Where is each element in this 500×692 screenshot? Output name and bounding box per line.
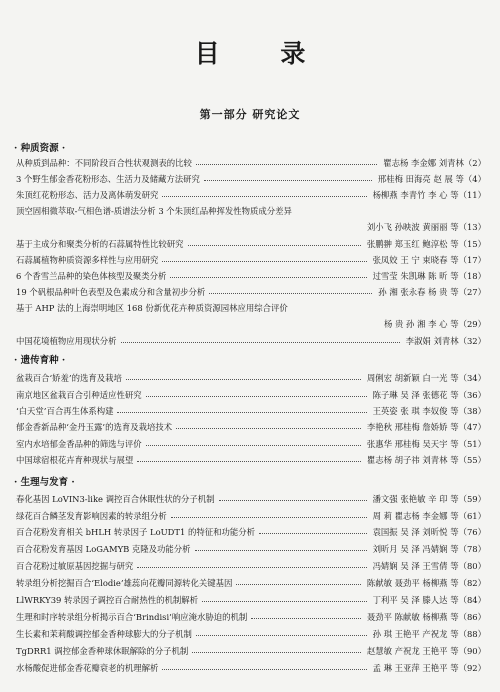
entry-title: 转录组分析挖掘百合‘Elodie’雄蕊向花瓣同源转化关键基因 bbox=[16, 578, 233, 588]
leader-dots bbox=[209, 293, 372, 294]
leader-dots bbox=[171, 517, 367, 518]
toc-entry[interactable] bbox=[16, 189, 486, 202]
toc-entry[interactable] bbox=[16, 628, 486, 641]
entry-authors: 孙 琪 王艳平 产祝龙 等（88） bbox=[372, 629, 486, 639]
entry-title: 室内水培郁金香品种的筛选与评价 bbox=[16, 439, 142, 449]
toc-entry[interactable] bbox=[16, 238, 486, 251]
entry-authors: 王英姿 张 琪 李奴俊 等（38） bbox=[372, 406, 486, 416]
toc-entry[interactable] bbox=[16, 577, 486, 590]
entry-title: 石蒜属植物种质资源多样性与应用研究 bbox=[16, 255, 159, 265]
entry-authors: 陈子琳 吴 泽 张德花 等（36） bbox=[372, 390, 486, 400]
entry-title: LlWRKY39 转录因子调控百合耐热性的机制解析 bbox=[16, 595, 199, 605]
entry-authors: 聂劲平 陈献敏 杨柳燕 等（86） bbox=[366, 612, 486, 622]
leader-dots bbox=[137, 461, 361, 462]
toc-entry[interactable] bbox=[16, 372, 486, 385]
entry-authors: 邢桂梅 田海亮 赵 展 等（4） bbox=[377, 174, 486, 184]
entry-authors: 过雪莹 朱凯琳 陈 昕 等（18） bbox=[372, 271, 486, 281]
toc-entry[interactable] bbox=[16, 254, 486, 267]
leader-dots bbox=[259, 533, 367, 534]
toc-entry[interactable] bbox=[16, 645, 486, 658]
leader-dots bbox=[204, 180, 372, 181]
entry-title: 生理和时序转录组分析揭示百合‘Brindisi’响应淹水胁迫的机制 bbox=[16, 612, 248, 622]
leader-dots bbox=[251, 618, 361, 619]
page-title: 目 录 bbox=[194, 39, 332, 68]
leader-dots bbox=[188, 245, 361, 246]
entry-authors: 潘文强 张艳敏 辛 印 等（59） bbox=[372, 494, 486, 504]
leader-dots bbox=[202, 601, 367, 602]
toc-entry[interactable] bbox=[16, 510, 486, 523]
entry-title: 3 个野生郁金香花粉形态、生活力及储藏方法研究 bbox=[16, 174, 200, 184]
entry-title: 南京地区盆栽百合引种适应性研究 bbox=[16, 390, 142, 400]
toc-entry[interactable] bbox=[16, 157, 486, 170]
entry-title: 百合花粉过敏原基因挖掘与研究 bbox=[16, 561, 134, 571]
leader-dots bbox=[219, 500, 367, 501]
toc-entry[interactable] bbox=[16, 405, 486, 418]
entry-title: 朱顶红花粉形态、活力及离体萌发研究 bbox=[16, 190, 159, 200]
entry-title: 6 个香雪兰品种的染色体核型及聚类分析 bbox=[16, 271, 167, 281]
toc-entry[interactable] bbox=[16, 543, 486, 556]
leader-dots bbox=[137, 567, 367, 568]
part-heading: 第一部分 研究论文 bbox=[199, 108, 301, 121]
entry-title: 百合花粉发育相关 bHLH 转录因子 LoUDT1 的特征和功能分析 bbox=[16, 527, 255, 537]
leader-dots bbox=[192, 652, 361, 653]
toc-entry[interactable] bbox=[16, 454, 486, 467]
leader-dots bbox=[146, 396, 367, 397]
toc-entry[interactable] bbox=[16, 286, 486, 299]
entry-authors: 刘小飞 孙映波 黄丽丽 等（13） bbox=[366, 222, 486, 232]
entry-authors: 袁国振 吴 泽 刘昕悦 等（76） bbox=[372, 527, 486, 537]
entry-authors: 瞿志杨 李金娜 刘青林（2） bbox=[383, 158, 486, 168]
leader-dots bbox=[196, 164, 377, 165]
entry-title: 百合花粉发育基因 LoGAMYB 克隆及功能分析 bbox=[16, 544, 191, 554]
leader-dots bbox=[170, 277, 367, 278]
leader-dots bbox=[162, 261, 367, 262]
leader-dots bbox=[162, 196, 367, 197]
section-heading: · 遗传育种 · bbox=[14, 355, 66, 366]
entry-authors: 杨柳燕 李青竹 李 心 等（11） bbox=[372, 190, 486, 200]
entry-authors: 瞿志杨 胡子祎 刘青林 等（55） bbox=[366, 455, 486, 465]
entry-title: 生长素和茉莉酸调控郁金香种球膨大的分子机制 bbox=[16, 629, 192, 639]
toc-entry[interactable] bbox=[16, 205, 486, 218]
entry-authors: 张凤姣 王 宁 束晓春 等（17） bbox=[372, 255, 486, 265]
entry-authors: 陈献敏 聂劲平 杨柳燕 等（82） bbox=[366, 578, 486, 588]
entry-authors: 李淑娟 刘青林（32） bbox=[405, 336, 486, 346]
entry-title: 中国花境植物应用现状分析 bbox=[16, 336, 117, 346]
leader-dots bbox=[162, 669, 367, 670]
leader-dots bbox=[176, 428, 361, 429]
leader-dots bbox=[126, 379, 361, 380]
entry-title: 顶空固相微萃取-气相色谱-质谱法分析 3 个朱顶红品种挥发性物质成分差异 bbox=[16, 206, 292, 216]
entry-authors: 周俐宏 胡新颖 白一光 等（34） bbox=[366, 373, 486, 383]
entry-authors: 丁利平 吴 泽 滕人达 等（84） bbox=[372, 595, 486, 605]
toc-entry[interactable] bbox=[16, 594, 486, 607]
leader-dots bbox=[117, 412, 367, 413]
entry-title: 基于主成分和聚类分析的石蒜属特性比较研究 bbox=[16, 239, 184, 249]
entry-title: ‘白天堂’百合再生体系构建 bbox=[16, 406, 114, 416]
toc-entry[interactable] bbox=[16, 493, 486, 506]
entry-authors: 孙 湘 张永春 杨 贵 等（27） bbox=[378, 287, 486, 297]
entry-title: 19 个矾根品种叶色表型及色素成分和含量初步分析 bbox=[16, 287, 206, 297]
toc-entry[interactable] bbox=[16, 421, 486, 434]
entry-title: 春化基因 LoVIN3-like 调控百合休眠性状的分子机制 bbox=[16, 494, 215, 504]
entry-authors: 周 莉 瞿志杨 李金娜 等（61） bbox=[372, 511, 486, 521]
leader-dots bbox=[146, 445, 361, 446]
entry-title: 绿花百合鳞茎发育影响因素的转录组分析 bbox=[16, 511, 167, 521]
toc-entry[interactable] bbox=[16, 611, 486, 624]
entry-title: 郁金香新品种‘金丹玉露’的选育及栽培技术 bbox=[16, 422, 173, 432]
entry-title: 水杨酸促进郁金香花瓣衰老的机理解析 bbox=[16, 663, 159, 673]
entry-authors: 孟 琳 王亚萍 王艳平 等（92） bbox=[372, 663, 486, 673]
toc-entry[interactable] bbox=[16, 318, 486, 331]
entry-title: TgDRR1 调控郁金香种球休眠解除的分子机制 bbox=[16, 646, 189, 656]
entry-title: 盆栽百合‘娇羞’的选育及栽培 bbox=[16, 373, 122, 383]
toc-entry[interactable] bbox=[16, 389, 486, 402]
toc-entry[interactable] bbox=[16, 270, 486, 283]
entry-title: 基于 AHP 法的上海崇明地区 168 份新优花卉种质资源园林应用综合评价 bbox=[16, 303, 288, 313]
toc-entry[interactable] bbox=[16, 173, 486, 186]
toc-entry[interactable] bbox=[16, 560, 486, 573]
leader-dots bbox=[121, 342, 400, 343]
entry-title: 中国球宿根花卉育种现状与展望 bbox=[16, 455, 134, 465]
leader-dots bbox=[236, 584, 361, 585]
section-heading: · 种质资源 · bbox=[14, 143, 66, 154]
entry-title: 从种质到品种：不同阶段百合性状观测表的比较 bbox=[16, 158, 192, 168]
section-heading: · 生理与发育 · bbox=[14, 477, 75, 488]
toc-entry[interactable] bbox=[16, 335, 486, 348]
entry-authors: 冯婧娴 吴 泽 王雪倩 等（80） bbox=[372, 561, 486, 571]
entry-authors: 张鹏翀 郑玉红 鲍淳松 等（15） bbox=[366, 239, 486, 249]
toc-entry[interactable] bbox=[16, 438, 486, 451]
leader-dots bbox=[195, 550, 367, 551]
entry-authors: 刘昕月 吴 泽 冯婧娴 等（78） bbox=[372, 544, 486, 554]
toc-entry[interactable] bbox=[16, 662, 486, 675]
toc-entry[interactable] bbox=[16, 526, 486, 539]
toc-entry[interactable] bbox=[16, 302, 486, 315]
entry-authors: 杨 贵 孙 湘 李 心 等（29） bbox=[383, 319, 486, 329]
entry-authors: 张惠华 邢桂梅 吴天宇 等（51） bbox=[366, 439, 486, 449]
leader-dots bbox=[196, 635, 367, 636]
toc-entry[interactable] bbox=[16, 221, 486, 234]
entry-authors: 李艳秋 邢桂梅 詹娇娇 等（47） bbox=[366, 422, 486, 432]
entry-authors: 赵慧敏 产祝龙 王艳平 等（90） bbox=[366, 646, 486, 656]
